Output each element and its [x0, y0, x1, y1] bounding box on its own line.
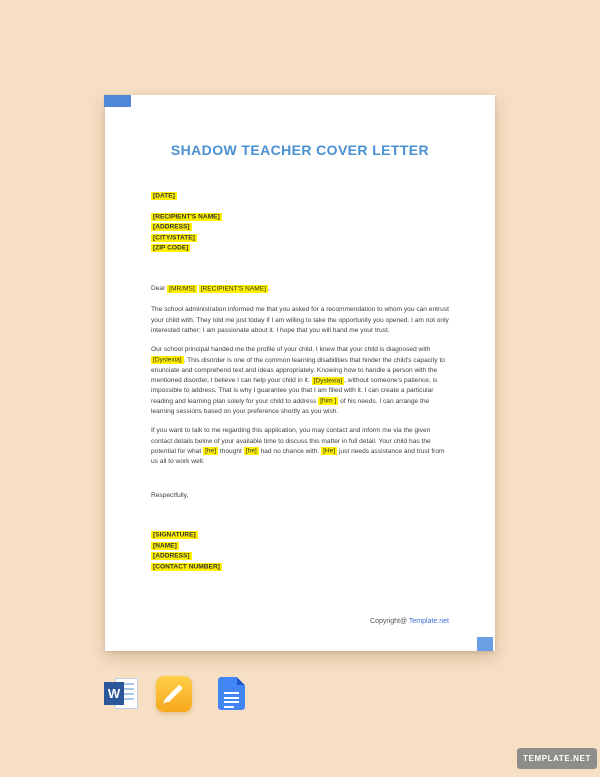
paragraph-text: Our school principal handed me the profile of your child. I knew that your child is diagnosed with: [151, 346, 431, 354]
salutation-name-placeholder: [RECIPIENT'S NAME]: [200, 285, 266, 293]
paper-corner-accent-bottom-right: [477, 637, 493, 651]
recipient-citystate-placeholder: [CITY/STATE]: [153, 234, 195, 242]
recipient-address-placeholder: [ADDRESS]: [153, 223, 190, 231]
salutation-prefix: Dear: [151, 285, 168, 293]
paragraph-text: of his needs. I can arrange the learning sessions based on your preference shortly as you wish.: [151, 397, 430, 415]
paragraph-text: thought: [218, 447, 244, 455]
recipient-citystate-line: [151, 233, 449, 243]
sender-name-placeholder: [NAME]: [153, 542, 177, 550]
docs-text-line: [224, 701, 239, 703]
paragraph-text: If you want to talk to me regarding this application, you may contact and inform me via the given contact details below of your available time to discuss this matter in full detail. Your child has the potential for what: [151, 427, 431, 455]
paragraph-1: [151, 305, 449, 336]
recipient-name-line: [151, 212, 449, 222]
salutation-suffix: ,: [268, 285, 270, 293]
pencil-icon: [165, 685, 183, 703]
paper-corner-accent-top-left: [104, 95, 131, 107]
date-placeholder: [DATE]: [153, 192, 175, 199]
recipient-name-placeholder: [RECIPIENT'S NAME]: [153, 213, 220, 221]
cover-letter-document: [105, 95, 495, 651]
recipient-zipcode-line: [151, 244, 449, 254]
google-docs-icon[interactable]: [218, 677, 245, 710]
highlighted-term: [He]: [323, 447, 336, 455]
recipient-address-line: [151, 223, 449, 233]
copyright-link[interactable]: Template.net: [408, 618, 449, 625]
highlighted-term: [he]: [205, 447, 217, 455]
sender-address-line: [151, 552, 449, 562]
salutation-line: [151, 284, 449, 294]
sender-name-line: [151, 541, 449, 551]
highlighted-term: [Dyslexia]: [153, 356, 182, 364]
sender-address-placeholder: [ADDRESS]: [153, 552, 190, 560]
highlighted-term: [Dyslexia]: [313, 377, 343, 385]
docs-text-line: [224, 697, 239, 699]
paragraph-2: [151, 345, 449, 417]
paragraph-text: had no chance with.: [258, 447, 322, 455]
paragraph-text: just needs assistance and trust from us all to work well.: [151, 447, 445, 466]
signature-placeholder: [SIGNATURE]: [153, 531, 196, 539]
signature-block: [151, 531, 449, 573]
honorific-placeholder: [MR/MS]: [169, 285, 195, 293]
docs-text-line: [224, 692, 239, 694]
paragraph-3: [151, 426, 449, 467]
paragraph-text: The school administration informed me that you asked for a recommendation to whom you can entrust your child with. They told me just today if I am willing to take the opportunity you opened. I am not only interested rather; I am passionate about it. I hope that you will hand me your trust.: [151, 306, 449, 334]
copyright-line: [370, 618, 449, 625]
date-line: [151, 191, 449, 201]
word-icon[interactable]: [104, 678, 139, 709]
highlighted-term: [him ]: [320, 397, 337, 405]
folded-corner-icon: [237, 677, 245, 685]
word-letter-tile: W: [104, 682, 124, 705]
closing-line: Respectfully,: [151, 492, 189, 500]
paragraph-text: , without someone's patience, is impossible to address. That is why I guarantee you that I am filled with it. I can create a particular reading and learning plan solely for your child to address: [151, 377, 438, 405]
sender-contact-placeholder: [CONTACT NUMBER]: [153, 563, 220, 570]
pages-icon[interactable]: [156, 676, 192, 712]
docs-text-line: [224, 706, 234, 708]
signature-line: [151, 531, 449, 541]
recipient-address-block: [151, 212, 449, 254]
templatenet-badge: TEMPLATE.NET: [517, 748, 597, 769]
highlighted-term: [he]: [245, 447, 257, 455]
copyright-text: Copyright@: [370, 618, 409, 625]
recipient-zipcode-placeholder: [ZIP CODE]: [153, 244, 189, 252]
sender-contact-line: [151, 562, 449, 572]
letter-title: SHADOW TEACHER COVER LETTER: [170, 142, 430, 158]
paragraph-text: . This disorder is one of the common learning disabilities that hinder the child's capacity to enunciate and comprehend text and ideas appropriately. Knowing how to handle a person with the mentioned disorder, I believe I can help your child in it.: [151, 356, 445, 385]
